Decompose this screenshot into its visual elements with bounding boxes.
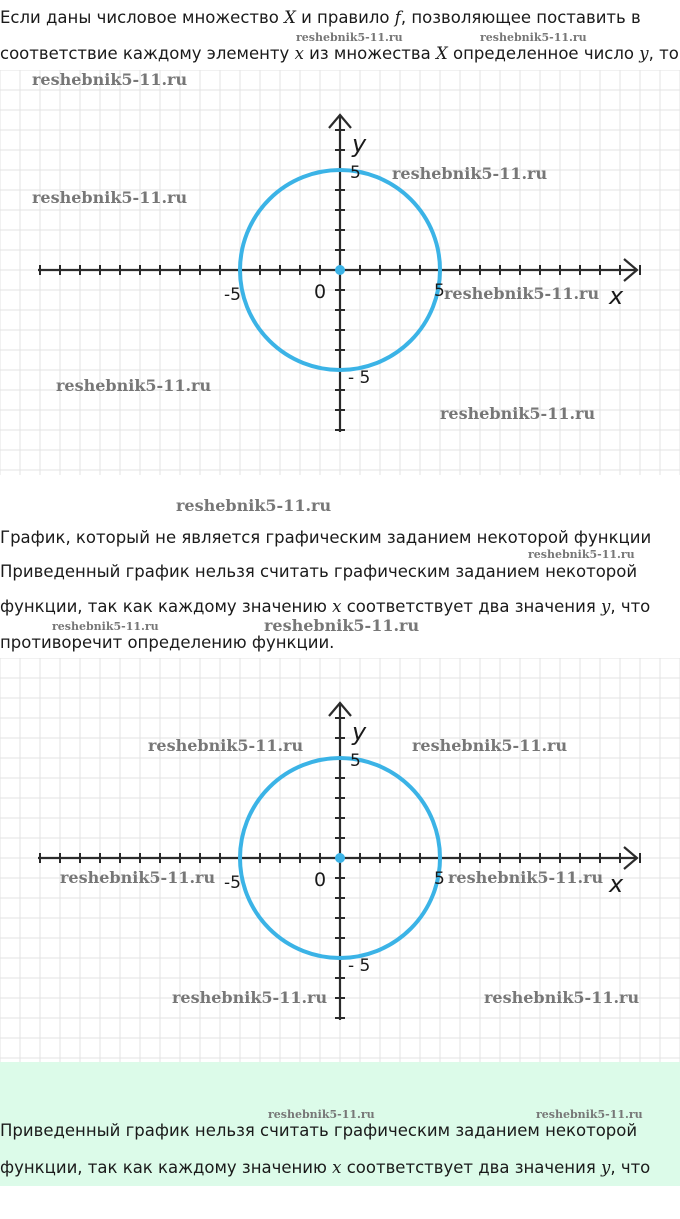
origin-label: 0	[314, 869, 327, 891]
intro-line-2	[0, 44, 679, 64]
watermark: reshebnik5-11.ru	[172, 988, 328, 1007]
intro-text: из множества	[309, 44, 431, 63]
watermark: reshebnik5-11.ru	[480, 31, 587, 44]
y-axis-label: y	[352, 718, 367, 746]
math-var-y: y	[601, 1158, 611, 1177]
watermark: reshebnik5-11.ru	[448, 868, 604, 887]
footer-text: соответствует два значения	[346, 1158, 596, 1177]
y-axis-label: y	[352, 130, 367, 158]
x-tick-label: 5	[434, 281, 445, 301]
intro-text: определенное число	[452, 44, 635, 63]
math-var-y: y	[601, 597, 611, 616]
watermark: reshebnik5-11.ru	[32, 188, 188, 207]
x-tick-label: -5	[224, 285, 241, 305]
watermark: reshebnik5-11.ru	[176, 496, 332, 515]
watermark: reshebnik5-11.ru	[52, 620, 159, 633]
math-var-x: x	[332, 597, 342, 616]
watermark: reshebnik5-11.ru	[484, 988, 640, 1007]
math-var-x: x	[332, 1158, 342, 1177]
math-var-y: y	[639, 44, 649, 63]
origin-label: 0	[314, 281, 327, 303]
intro-line-1	[0, 8, 641, 28]
math-var-f: f	[394, 8, 401, 27]
watermark: reshebnik5-11.ru	[32, 70, 188, 89]
x-axis-label: x	[609, 282, 624, 310]
watermark: reshebnik5-11.ru	[412, 736, 568, 755]
math-var-X: X	[435, 44, 448, 63]
x-tick-label: 5	[434, 869, 445, 889]
math-var-x: x	[294, 44, 304, 63]
intro-text: Если даны числовое множество	[0, 8, 279, 27]
watermark: reshebnik5-11.ru	[444, 284, 600, 303]
section-paragraph-line-2	[0, 597, 650, 617]
watermark: reshebnik5-11.ru	[536, 1108, 643, 1121]
footer-paragraph-line-1: Приведенный график нельзя считать графическим заданием некоторой	[0, 1121, 638, 1140]
watermark: reshebnik5-11.ru	[60, 868, 216, 887]
math-var-X: X	[284, 8, 296, 27]
watermark: reshebnik5-11.ru	[264, 616, 420, 635]
section-text: функции, так как каждому значению	[0, 597, 327, 616]
x-axis-label: x	[609, 870, 624, 898]
watermark: reshebnik5-11.ru	[268, 1108, 375, 1121]
intro-text: , то	[648, 44, 679, 63]
y-tick-label: 5	[350, 751, 361, 771]
y-tick-label: 5	[350, 163, 361, 183]
section-paragraph-line-1: Приведенный график нельзя считать графическим заданием некоторой	[0, 562, 638, 581]
intro-text: соответствие каждому элементу	[0, 44, 290, 63]
watermark: reshebnik5-11.ru	[392, 164, 548, 183]
origin-point	[335, 853, 345, 863]
footer-text: функции, так как каждому значению	[0, 1158, 327, 1177]
y-tick-label: - 5	[348, 368, 371, 388]
watermark: reshebnik5-11.ru	[440, 404, 596, 423]
footer-paragraph-line-2	[0, 1158, 650, 1178]
section-text: соответствует два значения	[346, 597, 596, 616]
x-tick-label: -5	[224, 873, 241, 893]
watermark: reshebnik5-11.ru	[296, 31, 403, 44]
section-paragraph-line-3: противоречит определению функции.	[0, 633, 335, 652]
section-heading: График, который не является графическим заданием некоторой функции	[0, 528, 652, 547]
origin-point	[335, 265, 345, 275]
intro-text: и правило	[301, 8, 390, 27]
y-tick-label: - 5	[348, 956, 371, 976]
section-text: , что	[610, 597, 651, 616]
watermark: reshebnik5-11.ru	[56, 376, 212, 395]
intro-text: , позволяющее поставить в	[400, 8, 641, 27]
watermark: reshebnik5-11.ru	[528, 548, 635, 561]
watermark: reshebnik5-11.ru	[148, 736, 304, 755]
footer-text: , что	[610, 1158, 651, 1177]
